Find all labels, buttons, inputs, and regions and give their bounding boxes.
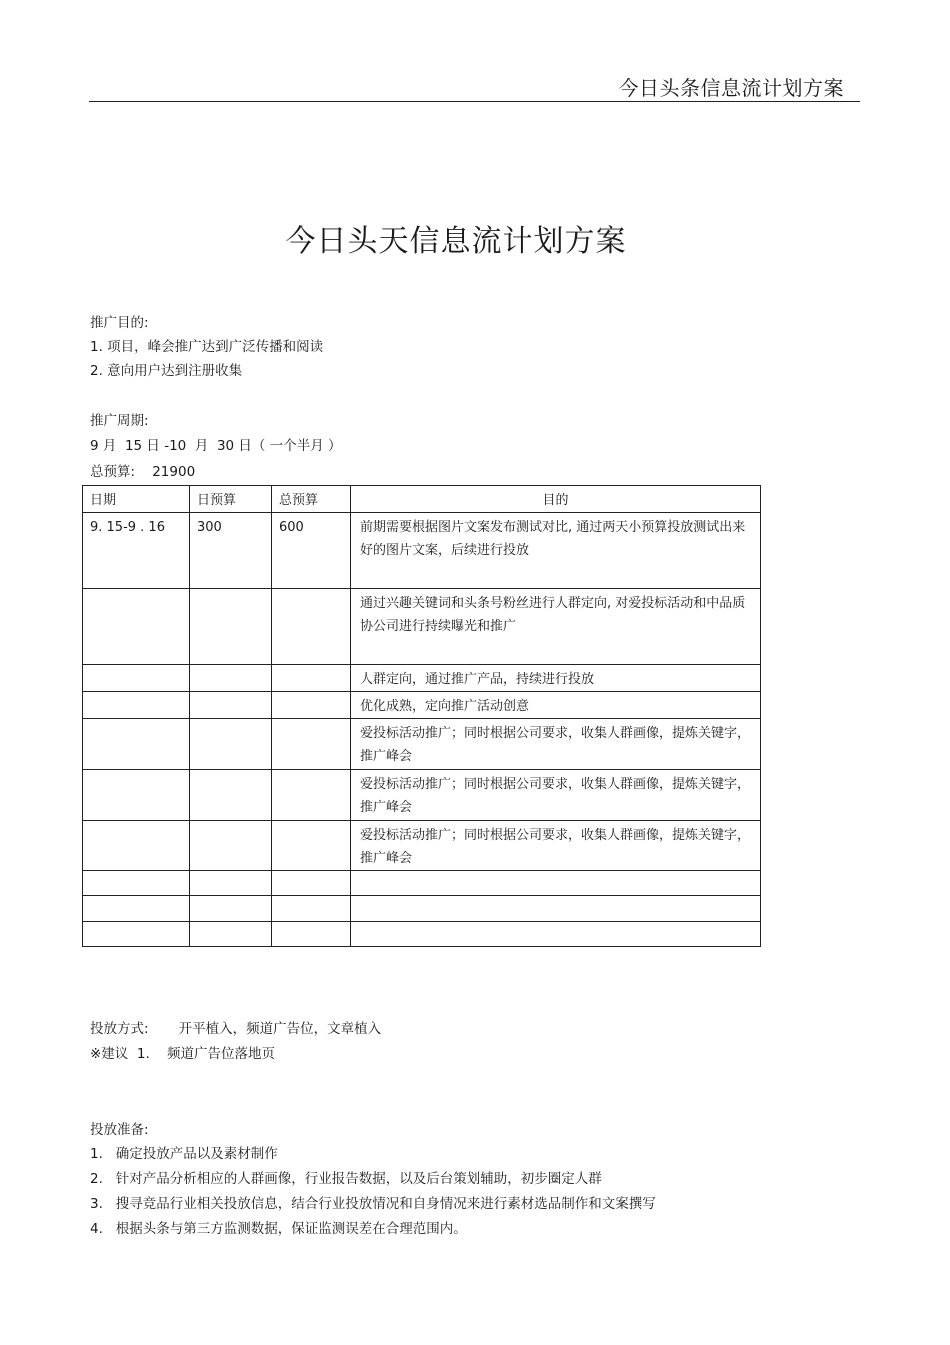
running-header-text: 今日头条信息流计划方案 [618,76,844,100]
table-row [83,821,761,871]
cell-purpose: 通过兴趣关键词和头条号粉丝进行人群定向, 对爱投标活动和中品质协公司进行持续曝光和推广 [351,589,761,665]
cell-purpose: 优化成熟，定向推广活动创意 [351,692,761,719]
cell-date [83,821,190,871]
cell-daily-budget [190,589,272,665]
cell-date [83,589,190,665]
prep-item-1: 1. 确定投放产品以及素材制作 [90,1146,278,1162]
table-row [83,896,761,922]
prep-item-3: 3. 搜寻竞品行业相关投放信息，结合行业投放情况和自身情况来进行素材选品制作和文案撰写 [90,1196,656,1212]
goal-heading: 推广目的: [90,315,149,331]
cell-daily-budget [190,665,272,692]
cell-daily-budget [190,692,272,719]
cell-purpose: 爱投标活动推广；同时根据公司要求，收集人群画像，提炼关键字，推广峰会 [351,770,761,821]
delivery-suggestion: ※建议 1. 频道广告位落地页 [90,1046,275,1062]
cell-total-budget [272,770,351,821]
cell-purpose [351,871,761,896]
cell-purpose: 人群定向，通过推广产品，持续进行投放 [351,665,761,692]
cell-daily-budget: 300 [190,513,272,589]
table-row [83,692,761,719]
cell-total-budget [272,719,351,770]
cell-date [83,922,190,947]
table-header-row [83,486,761,513]
goal-item-2: 2. 意向用户达到注册收集 [90,363,243,379]
table-row [83,589,761,665]
total-budget: 总预算: 21900 [90,464,196,480]
prep-item-4: 4. 根据头条与第三方监测数据，保证监测误差在合理范围内。 [90,1221,467,1237]
cell-date [83,896,190,922]
cell-total-budget [272,896,351,922]
prep-item-2: 2. 针对产品分析相应的人群画像，行业报告数据，以及后台策划辅助，初步圈定人群 [90,1171,602,1187]
header-daily-budget: 日预算 [190,486,272,513]
cell-daily-budget [190,821,272,871]
cell-daily-budget [190,896,272,922]
table-row [83,719,761,770]
cell-date [83,692,190,719]
cell-daily-budget [190,719,272,770]
cell-total-budget [272,665,351,692]
plan-table [82,485,761,947]
cell-total-budget [272,589,351,665]
cell-daily-budget [190,871,272,896]
cell-date [83,770,190,821]
cell-purpose: 爱投标活动推广；同时根据公司要求，收集人群画像，提炼关键字，推广峰会 [351,719,761,770]
period-dates: 9 月 15 日 -10 月 30 日（ 一个半月 ） [90,438,342,454]
table-row [83,770,761,821]
cell-purpose [351,922,761,947]
cell-total-budget [272,692,351,719]
table-row [83,665,761,692]
cell-date [83,719,190,770]
cell-daily-budget [190,922,272,947]
cell-total-budget: 600 [272,513,351,589]
cell-daily-budget [190,770,272,821]
cell-date [83,871,190,896]
cell-total-budget [272,922,351,947]
header-total-budget: 总预算 [272,486,351,513]
cell-purpose [351,896,761,922]
delivery-method: 投放方式: 开平植入，频道广告位，文章植入 [90,1021,382,1037]
table-row [83,513,761,589]
document-title: 今日头天信息流计划方案 [285,224,627,259]
cell-total-budget [272,821,351,871]
cell-total-budget [272,871,351,896]
cell-date [83,665,190,692]
goal-item-1: 1. 项目，峰会推广达到广泛传播和阅读 [90,339,324,355]
header-date: 日期 [83,486,190,513]
running-header [89,68,860,102]
table-row [83,871,761,896]
period-heading: 推广周期: [90,413,149,429]
prep-heading: 投放准备: [90,1122,149,1138]
cell-purpose: 前期需要根据图片文案发布测试对比, 通过两天小预算投放测试出来好的图片文案，后续进行投放 [351,513,761,589]
header-purpose: 目的 [351,486,761,513]
table-row [83,922,761,947]
cell-purpose: 爱投标活动推广；同时根据公司要求，收集人群画像，提炼关键字，推广峰会 [351,821,761,871]
cell-date: 9. 15-9 . 16 [83,513,190,589]
